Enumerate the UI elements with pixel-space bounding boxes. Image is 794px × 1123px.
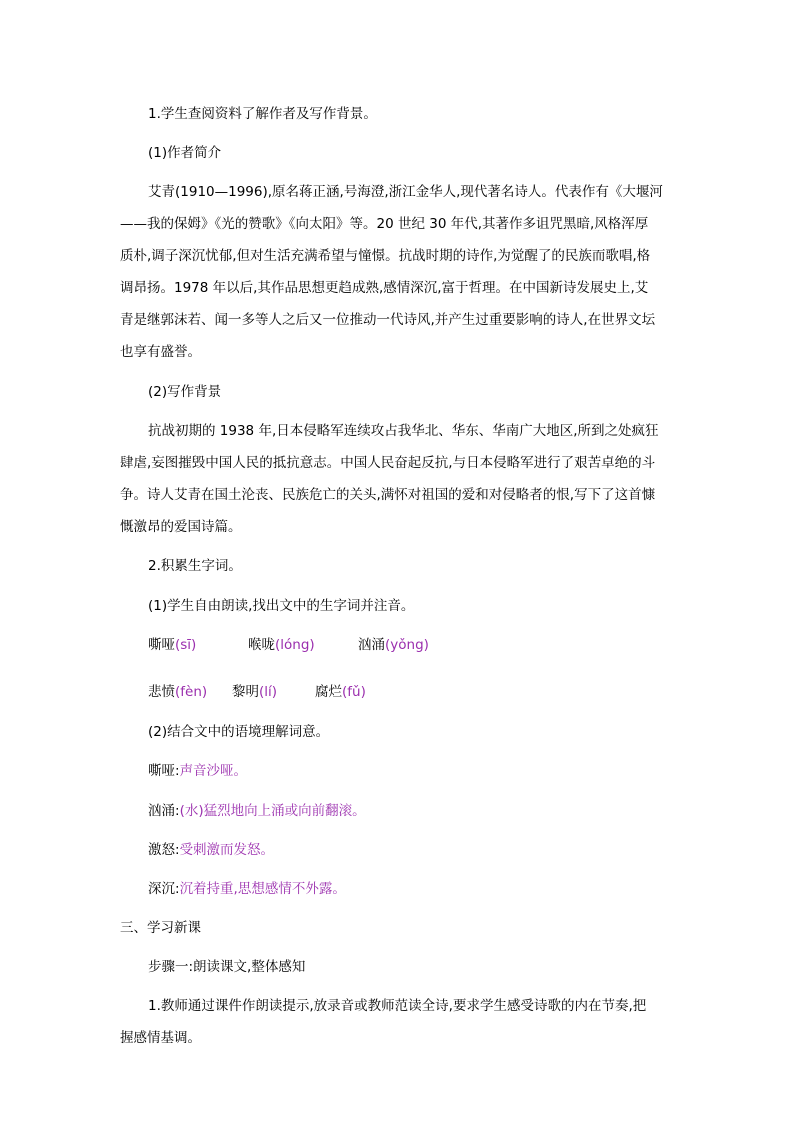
vocab-item (315, 676, 366, 708)
vocab-pinyin: (fèn) (175, 684, 208, 700)
definition-item (148, 834, 274, 866)
definition-term: 激怒: (148, 842, 180, 858)
vocab-word: 悲愤 (148, 684, 175, 700)
item1-line-2: 握感情基调。 (120, 1030, 201, 1046)
definition-meaning: 沉着持重,思想感情不外露。 (179, 881, 346, 897)
author-line-5: 青是继郭沫若、闻一多等人之后又一位推动一代诗风,并产生过重要影响的诗人,在世界文坛 (120, 312, 656, 328)
vocab-word: 腐烂 (315, 684, 342, 700)
author-intro-title: (1)作者简介 (148, 145, 222, 161)
background-line-4: 慨激昂的爱国诗篇。 (120, 519, 242, 535)
definition-item (148, 755, 247, 787)
background-line-2: 肆虐,妄图摧毁中国人民的抵抗意志。中国人民奋起反抗,与日本侵略军进行了艰苦卓绝的斗 (120, 455, 656, 471)
author-line-3: 质朴,调子深沉忧郁,但对生活充满希望与憧憬。抗战时期的诗作,为觉醒了的民族而歌唱,格 (120, 248, 651, 264)
vocab-word: 喉咙 (248, 637, 275, 653)
vocab-item (358, 629, 429, 661)
section2-heading: 2.积累生字词。 (148, 558, 242, 574)
vocab-pinyin: (lí) (259, 684, 278, 700)
definition-meaning: (水)猛烈地向上涌或向前翻滚。 (179, 803, 366, 819)
vocab-instruction: (1)学生自由朗读,找出文中的生字词并注音。 (148, 598, 415, 614)
step1-title: 步骤一:朗读课文,整体感知 (148, 959, 306, 975)
background-line-1: 抗战初期的 1938 年,日本侵略军连续攻占我华北、华东、华南广大地区,所到之处疯狂 (148, 423, 659, 439)
author-line-2: ——我的保姆》《光的赞歌》《向太阳》等。20 世纪 30 年代,其著作多诅咒黑暗,风格浑厚 (120, 216, 649, 232)
author-line-1: 艾青(1910—1996),原名蒋正涵,号海澄,浙江金华人,现代著名诗人。代表作有《大堰河 (148, 184, 663, 200)
definition-term: 嘶哑: (148, 763, 180, 779)
vocab-word: 汹涌 (358, 637, 385, 653)
vocab-word: 黎明 (232, 684, 259, 700)
definition-term: 汹涌: (148, 803, 180, 819)
definition-item (148, 795, 366, 827)
vocab-item (148, 629, 196, 661)
definition-term: 深沉: (148, 881, 180, 897)
section1-heading: 1.学生查阅资料了解作者及写作背景。 (148, 106, 377, 122)
vocab-word: 嘶哑 (148, 637, 175, 653)
vocab-pinyin: (sī) (175, 637, 197, 653)
vocab-pinyin: (yǒng) (385, 637, 429, 653)
vocab-item (148, 676, 207, 708)
item1-line-1: 1.教师通过课件作朗读提示,放录音或教师范读全诗,要求学生感受诗歌的内在节奏,把 (148, 998, 647, 1014)
vocab-item (232, 676, 277, 708)
vocab-pinyin: (fǔ) (342, 684, 366, 700)
author-line-6: 也享有盛誉。 (120, 344, 201, 360)
definition-meaning: 受刺激而发怒。 (179, 842, 275, 858)
definition-meaning: 声音沙哑。 (179, 763, 248, 779)
definition-item (148, 873, 346, 905)
section3-heading: 三、学习新课 (120, 920, 201, 936)
vocab-item (248, 629, 315, 661)
background-line-3: 争。诗人艾青在国土沦丧、民族危亡的关头,满怀对祖国的爱和对侵略者的恨,写下了这首慷 (120, 487, 656, 503)
definition-instruction: (2)结合文中的语境理解词意。 (148, 724, 330, 740)
author-line-4: 调昂扬。1978 年以后,其作品思想更趋成熟,感情深沉,富于哲理。在中国新诗发展史上,艾 (120, 280, 649, 296)
vocab-pinyin: (lóng) (275, 637, 315, 653)
background-title: (2)写作背景 (148, 384, 222, 400)
